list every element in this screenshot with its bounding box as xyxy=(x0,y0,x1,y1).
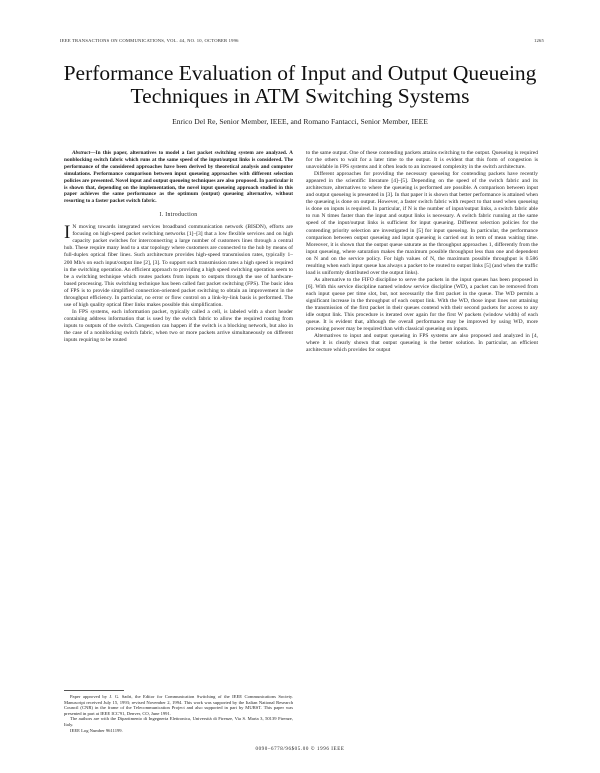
running-header xyxy=(60,38,544,48)
page-number: 1265 xyxy=(534,38,544,43)
section-heading: I. Introduction xyxy=(159,212,198,219)
intro-paragraph-1-text: N moving towards integrated services broadband communication network (BISDN), efforts are focusing on high-speed packet switching networks [1]–[3] that a low flexible services and on high capacity packet switches for interconnecting a large number of customers lines through a central hub. These require many lead to a star topology where customers are connected to the hub by means of full-duplex optical fiber lines. Such architecture provides high-speed transmission rates, typically 1–200 Mb/s on each input/output line [2], [3]. To support such transmission rates a high speed is required in the switching operation. An efficient approach to providing a high speed switching operation seem to be a switching technique which routes packets from inputs to outputs through the use of hardware-based processing. This switching technique has been called fast packet switching (FPS). The basic idea of FPS is to provide simplified connection-oriented packet switching to obtain an improvement in the throughput efficiency. In particular, no error or flow control on a link-by-link basis is performed. The use of high quality optical fiber links makes possible this simplification. xyxy=(64,224,293,308)
right-paragraph: to the same output. One of these contending packets attains switching to the output. Queueing is required for the others to wait for a later time to the output. It is evident that this form of congestion is unavoidable in FPS systems and it often leads to an increased complexity in the switch architecture. xyxy=(306,150,538,171)
footnote-paragraph: Paper approved by J. G. Sadri, the Editor for Communication Switching of the IEEE Communications Society. Manuscript received July 15, 1993; revised November 2, 1994. This work was supported by the Italian National Research Council (CNR) in the frame of the Telecommunication Project and also supported in part by MURST. This paper was presented in part at IEEE ICC'91, Denver, CO, June 1991. xyxy=(64,694,293,716)
paper-authors xyxy=(40,117,560,126)
copyright-code: 0090–6778/96$05.00 © 1996 IEEE xyxy=(255,747,345,752)
intro-paragraph-1 xyxy=(64,224,293,309)
footnote xyxy=(64,694,293,733)
abstract xyxy=(64,150,293,205)
abstract-text: In this paper, alternatives to model a fast packet switching system are analyzed. A nonblocking switch fabric which runs at the same speed of the input/output links is considered. The performance of the considered approaches have been derived by theoretical analysis and computer simulations. Performance comparison between input queueing approaches with different selection policies are presented. Novel input and output queueing techniques are also proposed. In particular it is shown that, depending on the implementation, the novel input queueing approach studied in this paper achieves the same performance as the optimum (output) queueing alternative, without resorting to a faster packet switch fabric. xyxy=(64,150,293,205)
drop-cap: I xyxy=(64,222,71,244)
right-paragraph: Alternatives to input and output queueing in FPS systems are also proposed and analyzed in [4, where it is clearly shown that output queueing is the better solution. In particular, an efficient architecture which provides for output xyxy=(306,333,538,354)
right-paragraph: As alternative to the FIFO discipline to serve the packets in the input queues has been proposed in [6]. With this service discipline named window service discipline (WD), a packet can be removed from each input queue per time slot, but, not necessarily the first packet in the queue. The WD permits a significant increase in the throughput of each output link. With the WD, those input lines not attaining the transmission of the first packet in their queues contend with their second packets for access to any idle output link. This procedure is iterated over again for the first W packets (window width) of each queue. It is evident that, although the overall performance may be improved by using WD, more processing power may be required than with classical queueing on inputs. xyxy=(306,276,538,333)
intro-paragraph-2: In FPS systems, each information packet, typically called a cell, is labeled with a short header containing address information that is used by the switch fabric to allow the required routing from inputs to outputs of the switch. Congestion can happen if the switch is a blocking network, but also in the case of a nonblocking switch fabric, when two or more packets arrive simultaneously on different inputs requiring to be routed xyxy=(64,308,293,344)
right-column xyxy=(306,150,538,745)
abstract-label: Abstract— xyxy=(72,150,96,156)
right-paragraph: Different approaches for providing the necessary queueing for contending packets have recently appeared in the scientific literature [4]–[5]. Depending on the speed of the switch fabric and its architecture, alternatives to where the queueing is performed are possible. A comparison between input and output queueing is presented in [3]. In that paper it is shown that better performance is attained when the queueing is done on output. However, a faster switch fabric with respect to that used when queueing is done on inputs is required. In particular, if N is the number of input/output links, a switch fabric able to run N times faster than the input and output links is necessary. A switch fabric running at the same speed of the input/output links is sufficient for input queueing. Different selection policies for the contending priority selection are investigated in [5] for input queueing. In particular, the performance comparison between output queueing and input queueing is carried out in term of mean waiting time. Moreover, it is shown that the output queue saturate as the throughput approaches 1, differently from the input queueing, where saturation makes the maximum possible throughput less than one and dependent on N and on the service policy. For high values of N, the maximum possible throughput is 0.586 resulting when each input queue has always a packet to be routed to output links [5] (and when the traffic load is uniformly distributed over the output links). xyxy=(306,171,538,276)
running-head-text: IEEE TRANSACTIONS ON COMMUNICATIONS, VOL. 44, NO. 10, OCTOBER 1996 xyxy=(60,38,239,43)
footnote-paragraph: IEEE Log Number 9611199. xyxy=(70,727,123,733)
footnote-divider xyxy=(64,690,124,691)
authors-text: Enrico Del Re, Senior Member, IEEE, and Romano Fantacci, Senior Member, IEEE xyxy=(172,117,428,126)
footnote-paragraph: The authors are with the Dipartimento di Ingegneria Elettronica, Università di Firenze, Via S. Marta 3, 50139 Firenze, Italy. xyxy=(64,716,293,727)
left-column xyxy=(64,150,293,690)
paper-title: Performance Evaluation of Input and Output Queueing Techniques in ATM Switching Systems xyxy=(63,61,537,108)
